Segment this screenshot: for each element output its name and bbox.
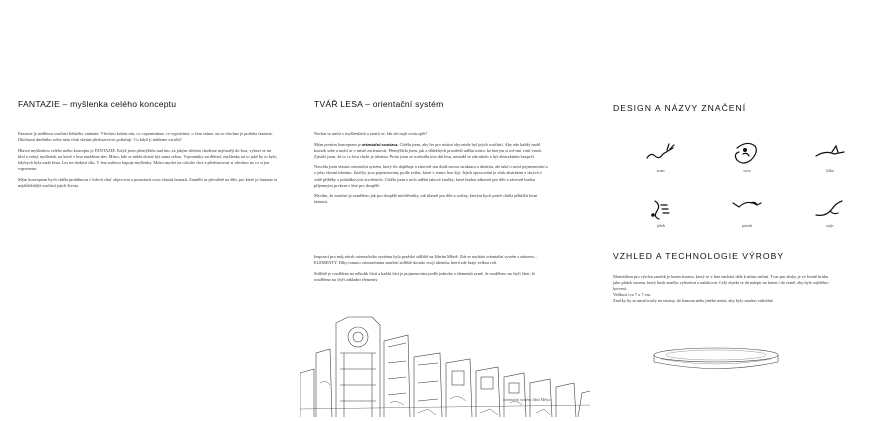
bold-text: orientační soustava.: [361, 141, 399, 147]
paragraph: Materiálem pro výrobu značek je kmen stromu, který se v lese nachází dále k místu určení. Tvar pro desky je ve formě kruhu jako plátek stromu, který bude značka vyřezávat a nalakovat. Celý objekt se dá nalepit na kmen i do země, aby bylo zajištěno kotvení.: [613, 274, 829, 292]
column-tvar-lesa: [298, 0, 596, 421]
paragraph-intro: Nechat se unést v myšlenkách a ztratit se. Jak ale najít cestu zpět?: [314, 131, 428, 136]
section-title-technology: VZHLED A TECHNOLOGIE VÝROBY: [613, 251, 785, 261]
inspiration-text: [314, 254, 549, 287]
paragraph: Mým konceptem bych chtěla probíhnout v lidech chuť objevovat a pozastavit svou vlastní fantazii. Zaměřit se převážně na děti, pro které je fantazie ta nejdůležitější součástí jejich života.: [18, 176, 278, 188]
hare-sign-icon: [809, 195, 851, 235]
paragraph-concept: [314, 142, 549, 160]
paragraph: Navrhla jsem vlastní orientační systém, který les doplňuje a zároveň mu dodá novou strukturu a identitu, ale také o nová pojmenování a o jeho vlastní identitu. Značky jsou pojmenovány podle zvířat, které v tomto lese žijí. Jejich zpracování je však abstraktní a skrývá v sobě příběhy o pohádkových stvořeních. Chtěla jsem z nich udělat takové značky, které budou zábavné pro děti a zároveň budou příjemným prvkem v lese pro dospělé.: [314, 164, 548, 188]
technology-text: [613, 274, 835, 304]
paragraph: Značky by se umisťovaly na stromy, do kanonu nebo jiného místa, aby byly snadno viditelné.: [613, 298, 774, 304]
hedgehog-sign-icon: [640, 195, 682, 235]
symbol-label: pstruh: [742, 223, 752, 228]
paragraph: Myslím, že značení je zaměřeno jak pro dospělé návštěvníky, tak hlavně pro děti a rodiny, kterým bych právě chtěla přiblížit lesní fantazii.: [314, 193, 538, 205]
section-title-tvar-lesa: TVÁŘ LESA – orientační systém: [314, 99, 444, 109]
symbol-label: srnec: [656, 168, 666, 173]
wooden-disc-drawing: [651, 345, 781, 375]
paragraph: Inspirací pro můj návrh orientačního systému bylo pražské sídliště na Jižním Městě. Zde se nachází orientační systém s názvem – ELEMENTY. Díky tomuto orientačnímu značení sídliště dostalo svoji identitu, která zde hraje velkou roli.: [314, 254, 537, 266]
fantazie-text: [18, 131, 278, 193]
column-design: [596, 0, 894, 421]
owl-sign-icon: [726, 140, 768, 180]
section-title-fantazie: FANTAZIE – myšlenka celého konceptu: [18, 99, 177, 109]
trout-sign-icon: [726, 195, 768, 235]
symbol-label: sova: [743, 168, 751, 173]
text-span: Chtěla jsem, aby les pro místní obyvatele byl jejich součástí. Aby zde každý mohl kousek sebe a mohl se v místě zorientovat. Přemýšlela jsem, jak z důležitých prostředí udělat místo, ke kterým si mí-stní vrátí vztah. Zjistila jsem, že to co lesu chybí je identita. Proto jsem se rozhodla toto dát lesu, neunikl se zde nikdo a být abstraktním bezpečí.: [314, 141, 542, 159]
text-span: Mým prvním konceptem je: [314, 141, 362, 147]
paragraph: Fantazie je nedílnou součástí lidského vnímání. Všechno kolem nás, co vzpomínáme, co vyprávíme, o čem sníme, na to všechno je potřeba fantazie. Okolnosti dnešního světa nám však vlastní představivost potlačují. Co když jí můžeme vzrušit?: [18, 131, 273, 143]
section-title-design: DESIGN A NÁZVY ZNAČENÍ: [613, 103, 747, 113]
photo-caption: orientační systém Jižní Město: [503, 397, 551, 402]
paragraph: Sídliště je rozděleno na několik částí a každá část je pojmenována podle jednoho z elementů země. Je rozděleno na čtyři části. Je rozděleno na čtyři základní elementy.: [314, 270, 536, 282]
deer-sign-icon: [640, 140, 682, 180]
symbol-label: liška: [826, 168, 834, 173]
fox-sign-icon: [809, 140, 851, 180]
paragraph: Hlavní myšlenkou celého mého konceptu je FANTAZIE. Když jsem přemýšlela nad tím, za jakým účelem chodíme nejčastěji do lesa, vybaví se mi klid a volný myšlenek, na které v lese narážíme tím. Místo, kde se můžu dostat být sama sebou. Vzpomínky na dětství, myšlenky na to jaké by to bylo, kdybych byla malá žena. Les mi dodává sílu. V lese máloco kupuje myšlenky. Moku myslet na cokoliv chci a představovat si všechno na co si jen vzpomenu.: [18, 147, 278, 171]
symbol-label: zajíc: [826, 223, 834, 228]
tvar-lesa-text: [314, 131, 549, 210]
paragraph-size: Velikost cca 7 x 7 cm.: [613, 292, 651, 298]
symbol-label: ježek: [656, 223, 666, 228]
column-fantazie: [0, 0, 298, 421]
